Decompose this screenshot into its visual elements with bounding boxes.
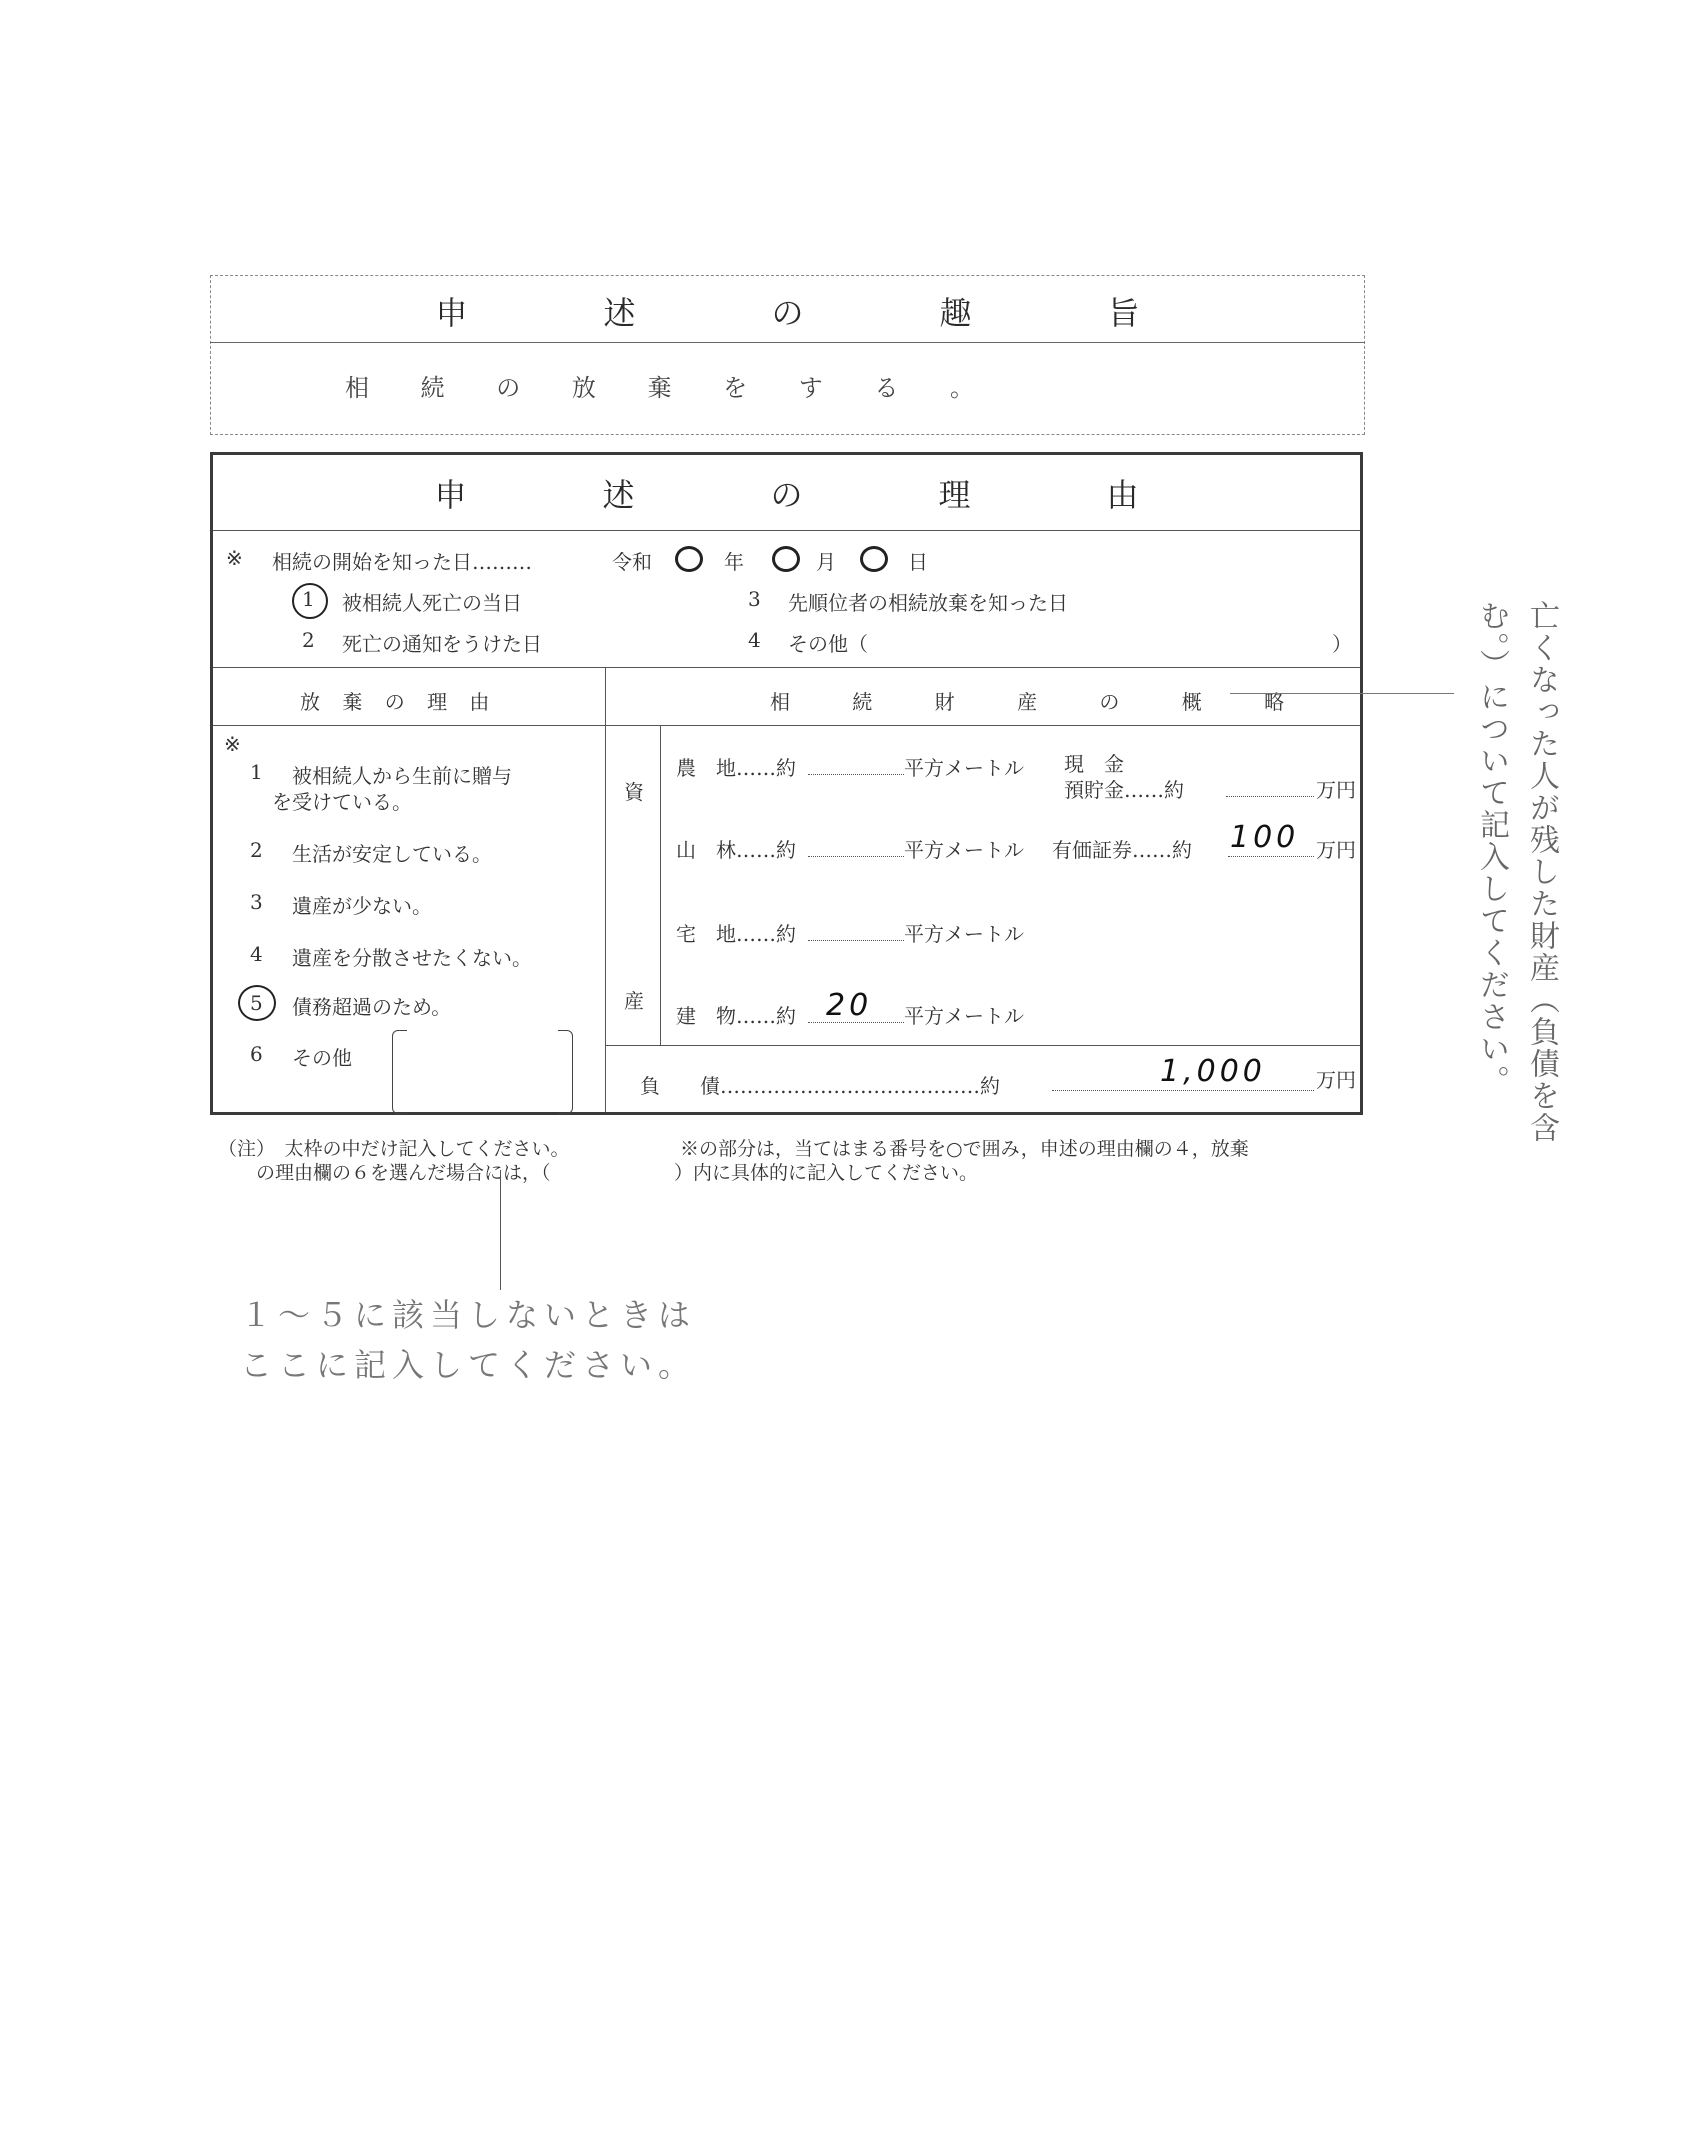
other-reason-bracket-left xyxy=(392,1030,407,1114)
securities-underline xyxy=(1228,856,1314,857)
building-label: 建 物……約 xyxy=(676,1004,796,1028)
reason-2-text: 生活が安定している。 xyxy=(292,842,492,866)
footnote-right2: ）内に具体的に記入してください。 xyxy=(674,1162,979,1184)
option-4-text: その他（ xyxy=(788,632,868,656)
footnote-left2: の理由欄の６を選んだ場合には，（ xyxy=(256,1162,551,1184)
reason-1-text2: を受けている。 xyxy=(272,790,412,814)
farmland-underline xyxy=(808,774,904,775)
reasons-header: 放 棄 の 理 由 xyxy=(300,690,498,714)
divider xyxy=(213,667,1360,668)
assets-side-divider xyxy=(660,725,661,1045)
side-annotation: 亡くなった人が残した財産（負債を含む。）について記入してください。 xyxy=(1474,600,1559,1144)
day-label: 日 xyxy=(908,550,928,574)
month-blank-circle xyxy=(772,546,800,572)
cash-underline xyxy=(1226,796,1314,797)
assets-side-top: 資 xyxy=(624,780,644,804)
divider xyxy=(213,530,1360,531)
residential-label: 宅 地……約 xyxy=(676,922,796,946)
debt-underline xyxy=(1052,1090,1314,1091)
shushi-content: 相 続 の 放 棄 を す る 。 xyxy=(345,374,997,402)
farmland-unit: 平方メートル xyxy=(904,756,1024,780)
footnote-left1: （注） 太枠の中だけ記入してください。 xyxy=(218,1138,570,1160)
day-blank-circle xyxy=(860,546,888,572)
era-label: 令和 xyxy=(612,550,652,574)
cash-label1: 現 金 xyxy=(1064,752,1124,776)
year-label: 年 xyxy=(724,550,744,574)
shushi-heading: 申 述 の 趣 旨 xyxy=(435,294,1140,332)
reason-5-text: 債務超過のため。 xyxy=(292,995,452,1019)
reasons-mark: ※ xyxy=(224,732,241,756)
forest-underline xyxy=(808,856,904,857)
residential-underline xyxy=(808,940,904,941)
debt-unit: 万円 xyxy=(1316,1068,1356,1092)
cash-unit: 万円 xyxy=(1316,778,1356,802)
option-4-num: 4 xyxy=(748,628,761,652)
option-4-close: ） xyxy=(1332,632,1352,656)
debt-value: 1,000 xyxy=(1160,1054,1266,1089)
securities-unit: 万円 xyxy=(1316,838,1356,862)
forest-label: 山 林……約 xyxy=(676,838,796,862)
assets-side-bottom: 産 xyxy=(624,989,644,1013)
reason-4-num: 4 xyxy=(250,942,263,966)
month-label: 月 xyxy=(816,550,836,574)
reason-3-num: 3 xyxy=(250,890,263,914)
option-3-num: 3 xyxy=(748,587,761,611)
option-1-num: 1 xyxy=(302,587,315,611)
reason-6-text: その他 xyxy=(292,1046,352,1070)
bottom-annotation-line2: ここに記入してください。 xyxy=(240,1346,697,1384)
option-3-text: 先順位者の相続放棄を知った日 xyxy=(788,591,1068,615)
side-leader-line xyxy=(1230,693,1454,694)
divider xyxy=(213,725,1360,726)
reason-5-num: 5 xyxy=(250,991,263,1015)
residential-unit: 平方メートル xyxy=(904,922,1024,946)
securities-label: 有価証券……約 xyxy=(1052,838,1192,862)
reason-6-num: 6 xyxy=(250,1042,263,1066)
reason-3-text: 遺産が少ない。 xyxy=(292,894,432,918)
bottom-annotation xyxy=(240,1290,696,1390)
footnote-right1: ※の部分は，当てはまる番号を○で囲み，申述の理由欄の４，放棄 xyxy=(680,1138,1249,1160)
building-value: 20 xyxy=(826,988,873,1023)
riyu-heading: 申 述 の 理 由 xyxy=(434,476,1139,514)
forest-unit: 平方メートル xyxy=(904,838,1024,862)
reason-1-text: 被相続人から生前に贈与 xyxy=(292,764,512,788)
divider xyxy=(605,1045,1360,1046)
bottom-leader-line xyxy=(500,1170,501,1290)
option-1-text: 被相続人死亡の当日 xyxy=(342,591,522,615)
start-date-mark: ※ xyxy=(226,546,243,570)
option-2-text: 死亡の通知をうけた日 xyxy=(342,632,542,656)
reason-4-text: 遺産を分散させたくない。 xyxy=(292,946,532,970)
assets-header: 相 続 財 産 の 概 略 xyxy=(770,690,1313,714)
cash-label2: 預貯金……約 xyxy=(1064,778,1184,802)
debt-label: 負 債…………………………………約 xyxy=(640,1074,1000,1098)
divider xyxy=(210,342,1365,343)
bottom-annotation-line1: １〜５に該当しないときは xyxy=(240,1296,697,1334)
other-reason-bracket-right xyxy=(558,1030,573,1114)
option-2-num: 2 xyxy=(302,628,315,652)
year-blank-circle xyxy=(675,546,703,572)
reason-1-num: 1 xyxy=(250,760,263,784)
securities-value: 100 xyxy=(1230,820,1300,855)
building-unit: 平方メートル xyxy=(904,1004,1024,1028)
farmland-label: 農 地……約 xyxy=(676,756,796,780)
start-date-label: 相続の開始を知った日……… xyxy=(272,550,532,574)
reason-2-num: 2 xyxy=(250,838,263,862)
